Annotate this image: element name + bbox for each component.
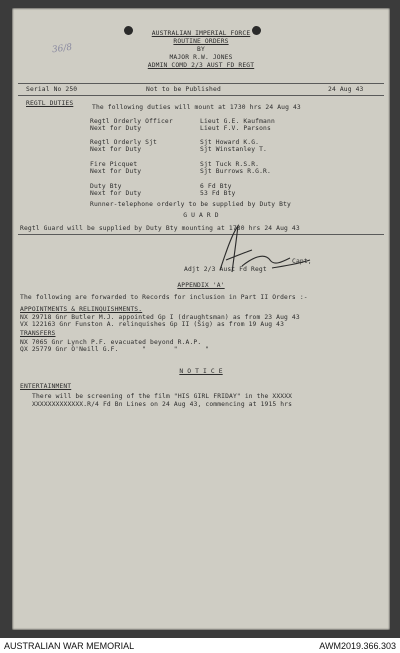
transfer-line: NX 7065 Gnr Lynch P.F. evacuated beyond R.A.P. [20,339,202,346]
divider [18,83,384,84]
duties-intro: The following duties will mount at 1730 hrs 24 Aug 43 [92,104,301,111]
duty-role: Regtl Orderly Officer [90,118,173,125]
signature-rank: Capt, [292,258,312,265]
notice-line: There will be screening of the film "HIS GIRL FRIDAY" in the XXXXX [32,393,293,400]
duty-role: Next for Duty [90,190,142,197]
duty-name: Lieut G.E. Kaufmann [200,118,275,125]
duty-role: Next for Duty [90,168,142,175]
duty-name: 6 Fd Bty [200,183,232,190]
appointments-heading: APPOINTMENTS & RELINQUISHMENTS. [20,306,143,313]
serial-number: Serial No 250 [26,86,78,93]
duty-role: Duty Bty [90,183,122,190]
guard-text: Regtl Guard will be supplied by Duty Bty mounting at 1730 hrs 24 Aug 43 [20,225,300,232]
section-heading-guard: G U A R D [183,212,219,219]
header-line-4: MAJOR R.W. JONES [169,54,233,61]
divider [18,95,384,96]
transfers-heading: TRANSFERS [20,330,56,337]
duty-role: Fire Picquet [90,161,138,168]
duty-name: Sjt Tuck R.S.R. [200,161,260,168]
runner-note: Runner-telephone orderly to be supplied by Duty Bty [90,201,291,208]
appointment-line: NX 29718 Gnr Butler M.J. appointed Gp I (draughtsman) as from 23 Aug 43 [20,314,300,321]
footer-institution: AUSTRALIAN WAR MEMORIAL [4,641,135,651]
transfer-line: QX 25779 Gnr O'Neill G.F. " " " [20,346,210,353]
divider [18,234,384,235]
header-line-3: BY [197,46,205,53]
duty-role: Next for Duty [90,125,142,132]
header-line-2: ROUTINE ORDERS [173,38,229,45]
notice-subheading: ENTERTAINMENT [20,383,72,390]
footer-bar [0,638,400,653]
document-date: 24 Aug 43 [328,86,364,93]
publication-note: Not to be Published [146,86,221,93]
notice-line: XXXXXXXXXXXXX.R/4 Fd Bn Lines on 24 Aug 43, commencing at 1915 hrs [32,401,293,408]
section-heading-notice: N O T I C E [179,368,223,375]
document-page [12,8,390,630]
duty-name: Sjt Howard K.G. [200,139,260,146]
duty-name: Sjt Winstanley T. [200,146,267,153]
header-line-5: ADMIN COMD 2/3 AUST FD REGT [147,62,255,69]
footer-accession-number: AWM2019.366.303 [319,641,396,651]
appendix-intro: The following are forwarded to Records for inclusion in Part II Orders :- [20,294,308,301]
appointment-line: VX 122163 Gnr Funston A. relinquishes Gp II (Sig) as from 19 Aug 43 [20,321,285,328]
signature-line: Adjt 2/3 Aust Fd Regt [184,266,267,273]
section-heading-duties: REGTL DUTIES [26,100,74,107]
duty-name: Lieut F.V. Parsons [200,125,271,132]
duty-role: Next for Duty [90,146,142,153]
section-heading-appendix: APPENDIX 'A' [177,282,225,289]
duty-name: Sjt Burrows R.G.R. [200,168,271,175]
header-line-1: AUSTRALIAN IMPERIAL FORCE [151,30,251,37]
pencil-annotation: 36/8 [51,42,73,56]
duty-name: 53 Fd Bty [200,190,236,197]
duty-role: Regtl Orderly Sjt [90,139,157,146]
